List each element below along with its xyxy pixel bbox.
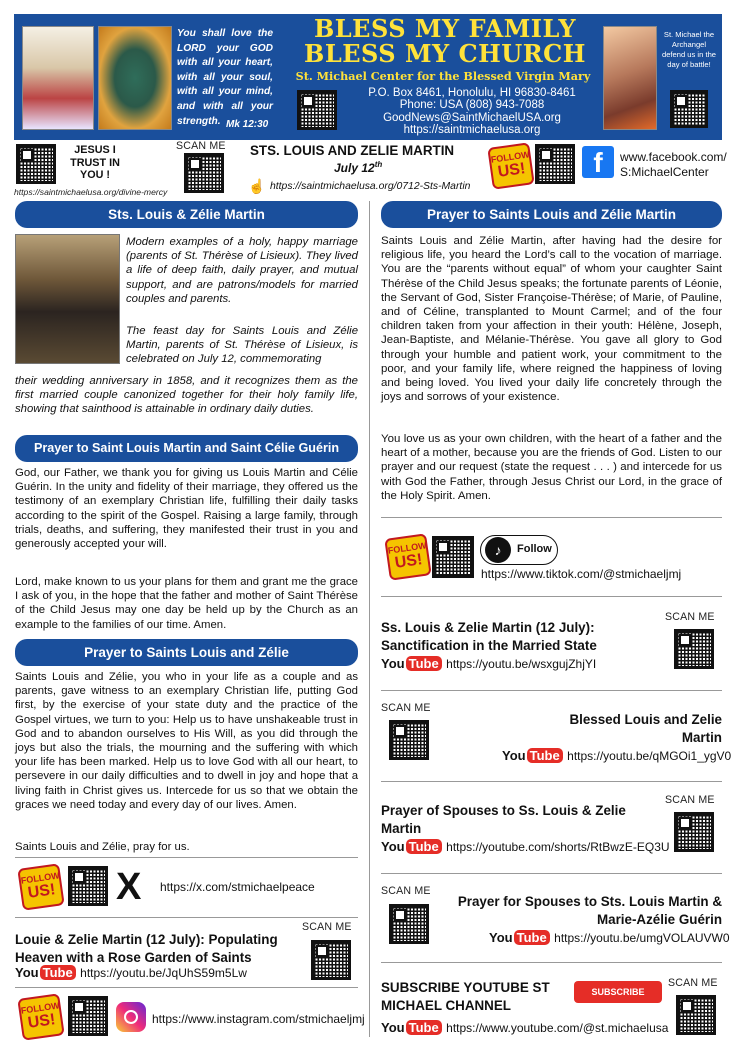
youtube-icon: You Tube <box>381 839 442 854</box>
divider <box>381 962 722 963</box>
section-title-prayer-louis-celie: Prayer to Saint Louis Martin and Saint Célie Guérin <box>15 435 358 462</box>
feast-date: July 12th <box>334 160 383 175</box>
video1-qr-code[interactable] <box>674 629 714 669</box>
follow-us-badge: FOLLOW US! <box>487 142 534 189</box>
header-quote-ref: Mk 12:30 <box>226 119 269 130</box>
intro-paragraph-2b: their wedding anniversary in 1858, and it recognizes them as the first married couple canonized together for their holy family life, showing that sainthood is attainable in ordinary daily duties. <box>15 375 358 416</box>
youtube-icon: You Tube <box>15 965 76 980</box>
tiktok-qr-code[interactable] <box>432 536 474 578</box>
divine-mercy-url[interactable]: https://saintmichaelusa.org/divine-mercy <box>14 187 168 197</box>
youtube-link[interactable]: You Tube https://youtu.be/qMGOi1_ygV0 <box>502 748 732 764</box>
st-michael-qr-code[interactable] <box>670 90 708 128</box>
youtube-icon: You Tube <box>381 1020 442 1035</box>
prayer-louis-celie-p1: God, our Father, we thank you for giving us Louis Martin and Célie Guérin. In the unity and fidelity of their marriage, they offered us the testimony of an exemplary Christian life, fulfilling their daily tasks according to the spirit of the Gospel. Raising a large family, through trials, deaths, and suffering, they manifested their trust in you and generously accepted your will. <box>15 467 358 551</box>
louis-zelie-portrait <box>15 234 120 364</box>
video4-qr-code[interactable] <box>389 904 429 944</box>
our-lady-guadalupe-image <box>98 26 172 130</box>
facebook-link[interactable]: www.facebook.com/ S:MichaelCenter <box>620 150 727 179</box>
header-qr-code[interactable] <box>297 90 337 130</box>
divine-mercy-qr-code[interactable] <box>16 144 56 184</box>
video-title-prayer-for-spouses[interactable]: Prayer for Spouses to Sts. Louis Martin & Marie-Azélie Guérin <box>457 894 722 927</box>
youtube-link[interactable]: You Tube https://youtu.be/wsxgujZhjYI <box>381 656 597 672</box>
instagram-qr-code[interactable] <box>68 996 108 1036</box>
title-line-2: BLESS MY CHURCH <box>304 39 586 68</box>
prayer-martin-p2: You love us as your own children, with the heart of a father and the heart of a mother, because you are the friends of God. Listen to our prayer and our request (state the request . . . ) and intercede for us with God the Father, through Jesus Christ our Lord, in the grace of the Holy Spirit. Amen. <box>381 433 722 502</box>
follow-us-badge: FOLLOW US! <box>17 993 64 1040</box>
section-title-sts-louis-zelie: Sts. Louis & Zélie Martin <box>15 201 358 228</box>
youtube-link[interactable]: You Tube https://youtu.be/JqUhS59m5Lw <box>15 965 247 981</box>
intro-paragraph-1: Modern examples of a holy, happy marriage (parents of St. Thérèse of Lisieux). They lived a life of deep faith, daily prayer, and mutual support, and are patrons/models for married couples and parents. <box>126 236 358 305</box>
scan-me-label: SCAN ME <box>665 611 715 623</box>
channel-qr-code[interactable] <box>676 995 716 1035</box>
phone: Phone: USA (808) 943-7088 <box>399 99 545 112</box>
youtube-icon: You Tube <box>489 930 550 945</box>
prayer-louis-celie-p2: Lord, make known to us your plans for them and grant me the grace I ask of you, in the hope that the father and mother of Saint Thérèse of the Child Jesus may one day be held up by the Church as an example to the families of our time. Amen. <box>15 576 358 631</box>
instagram-link[interactable]: https://www.instagram.com/stmichaeljmj <box>152 1012 365 1026</box>
jesus-i-trust-you: JESUS I TRUST IN YOU ! <box>70 144 120 182</box>
youtube-icon: You Tube <box>381 656 442 671</box>
youtube-link[interactable]: You Tube https://youtu.be/umgVOLAUVW0 <box>489 930 730 946</box>
scan-me-label: SCAN ME <box>381 702 431 714</box>
divine-mercy-image <box>22 26 94 130</box>
video-title-blessed-louis-zelie[interactable]: Blessed Louis and Zelie Martin <box>569 712 722 745</box>
x-link[interactable]: https://x.com/stmichaelpeace <box>160 880 315 894</box>
instagram-icon[interactable] <box>116 1002 146 1032</box>
scan-me-label: SCAN ME <box>302 921 352 933</box>
divider <box>381 781 722 782</box>
x-icon[interactable]: X <box>116 866 142 908</box>
address: P.O. Box 8461, Honolulu, HI 96830-8461 <box>368 87 576 99</box>
subscribe-title: SUBSCRIBE YOUTUBE ST MICHAEL CHANNEL <box>381 980 550 1013</box>
page-title: STS. LOUIS AND ZELIE MARTIN <box>250 143 455 158</box>
intro-paragraph-2a: The feast day for Saints Louis and Zélie Martin, parents of St. Thérèse of Lisieux, is celebrated on July 12, commemorating <box>126 325 358 366</box>
page-qr-code[interactable] <box>184 153 224 193</box>
column-divider <box>369 201 370 1037</box>
video-qr-code[interactable] <box>311 940 351 980</box>
subscribe-button[interactable]: SUBSCRIBE <box>574 981 662 1003</box>
video-title-prayer-of-spouses[interactable]: Prayer of Spouses to Ss. Louis & Zelie Martin <box>381 803 626 836</box>
title-line-1: BLESS MY FAMILY <box>313 14 577 43</box>
divider <box>15 987 358 988</box>
scan-me-label: SCAN ME <box>665 794 715 806</box>
x-qr-code[interactable] <box>68 866 108 906</box>
facebook-icon[interactable]: f <box>582 146 614 178</box>
scan-me-label: SCAN ME <box>176 140 226 152</box>
youtube-channel-link[interactable]: You Tube https://www.youtube.com/@st.michaelusa <box>381 1020 669 1036</box>
header-quote: You shall love the LORD your GOD with all your heart, with all your soul, with all your mind, and with all your strength. <box>177 28 273 127</box>
youtube-link[interactable]: You Tube https://youtube.com/shorts/RtBwzE-EQ3U <box>381 839 670 855</box>
video-title-populating-heaven[interactable]: Louie & Zelie Martin (12 July): Populating Heaven with a Rose Garden of Saints <box>15 932 278 965</box>
st-michael-caption: St. Michael the Archangel defend us in the day of battle! <box>661 30 717 69</box>
tiktok-icon: ♪ <box>485 537 511 563</box>
divider <box>381 596 722 597</box>
section-title-prayer-sts-louis-zelie-martin: Prayer to Saints Louis and Zélie Martin <box>381 201 722 228</box>
header-contact <box>342 87 602 137</box>
section-title-prayer-louis-zelie: Prayer to Saints Louis and Zélie <box>15 639 358 666</box>
website-link[interactable]: https://saintmichaelusa.org <box>403 124 541 137</box>
pointing-hand-icon: ☝ <box>248 178 266 194</box>
tiktok-link[interactable]: https://www.tiktok.com/@stmichaeljmj <box>481 567 682 581</box>
divider <box>15 857 358 858</box>
scan-me-label: SCAN ME <box>668 977 718 989</box>
follow-us-badge: FOLLOW US! <box>384 533 431 580</box>
video-title-sanctification[interactable]: Ss. Louis & Zelie Martin (12 July): Sanctification in the Married State <box>381 620 597 653</box>
facebook-qr-code[interactable] <box>535 144 575 184</box>
prayer-louis-zelie-p2: Saints Louis and Zélie, pray for us. <box>15 841 190 853</box>
divider <box>15 917 358 918</box>
tiktok-follow-button[interactable]: Follow <box>480 535 558 565</box>
video2-qr-code[interactable] <box>389 720 429 760</box>
email-link[interactable]: GoodNews@SaintMichaelUSA.org <box>383 111 561 124</box>
divider <box>381 517 722 518</box>
divider <box>381 690 722 691</box>
youtube-icon: You Tube <box>502 748 563 763</box>
divider <box>381 873 722 874</box>
header-subtitle: St. Michael Center for the Blessed Virgin Mary <box>295 69 591 83</box>
prayer-louis-zelie-p1: Saints Louis and Zélie, you who in your life as a couple and as parents, gave witness to an exemplary Christian life, putting God first, by the exercise of your state duty and the practice of the Gospel virtues, we turn to you: Help us to have unshakeable trust in God and to abandon ourselves to His Will, as you did through the joys but also the trials, the mourning and the suffering with which your life has been marked. Help us to love God with all our heart, to persevere in our daily difficulties and to dwell in joy and hope that a living faith in Christ gives us. Intercede for us so that we obtain the graces we need today and every day of our lives. Amen. <box>15 671 358 811</box>
follow-us-badge: FOLLOW US! <box>17 863 64 910</box>
video3-qr-code[interactable] <box>674 812 714 852</box>
st-michael-image <box>603 26 657 130</box>
page-url[interactable]: https://saintmichaelusa.org/0712-Sts-Martin <box>270 181 471 192</box>
prayer-martin-p1: Saints Louis and Zélie Martin, after having had the desire for religious life, you heard the Lord’s call to the vocation of marriage. You are the “parents without equal” of whom your caughter Saint Thérèse of the Child Jesus speaks; the fortunate parents of Léonie, the Servant of God, Sister Françoise-Thérèse; of Marie, of Pauline, and of Céline, transplanted to Mount Carmel; and of the four children taken from your affection in their youth: Hélène, Joseph, Jean-Baptiste, and Mélanie-Thérèse. You gave all glory to God through your humble and patient work, your commitment to the poor, and your family life, where reigned the happiness of loving and being loved. You lived your daily life concretely through the joys and sorrows of your existence. <box>381 235 722 404</box>
scan-me-label: SCAN ME <box>381 885 431 897</box>
